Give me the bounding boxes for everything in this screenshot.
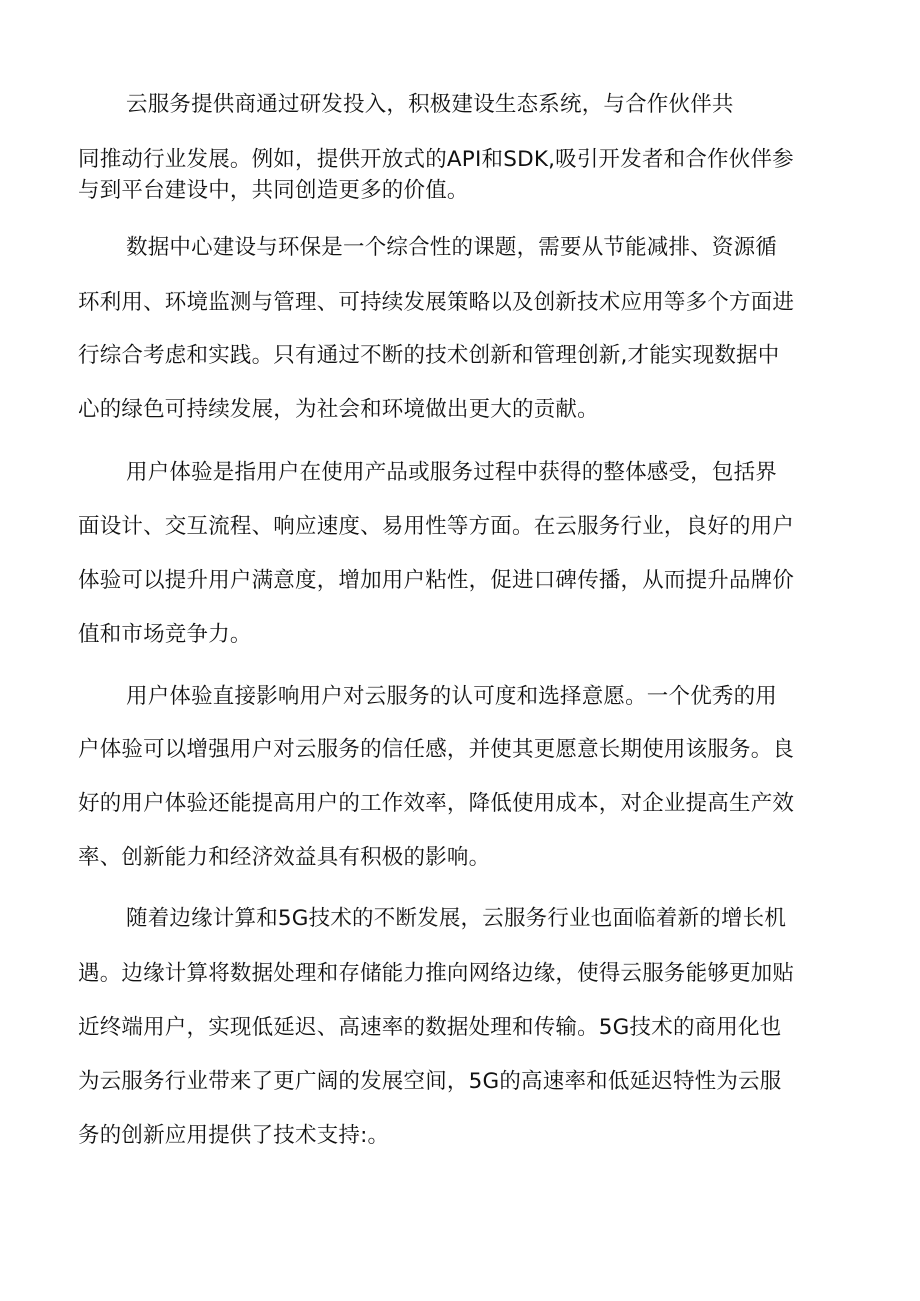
paragraph-2-line-2: 环利用、环境监测与管理、可持续发展策略以及创新技术应用等多个方面进 — [78, 290, 795, 315]
paragraph-4-line-2: 户体验可以增强用户对云服务的信任感，并使其更愿意长期使用该服务。良 — [78, 737, 795, 762]
paragraph-3-line-4: 值和市场竞争力。 — [78, 622, 252, 647]
paragraph-4-line-4: 率、创新能力和经济效益具有积极的影响。 — [78, 845, 491, 870]
paragraph-2-line-3: 行综合考虑和实践。只有通过不断的技术创新和管理创新,才能实现数据中 — [78, 343, 780, 368]
paragraph-1-line-2: 同推动行业发展。例如，提供开放式的API和SDK,吸引开发者和合作伙伴参 — [78, 147, 794, 172]
paragraph-3-line-2: 面设计、交互流程、响应速度、易用性等方面。在云服务行业，良好的用户 — [78, 514, 795, 539]
paragraph-4-line-1: 用户体验直接影响用户对云服务的认可度和选择意愿。一个优秀的用 — [126, 684, 778, 709]
paragraph-2-line-4: 心的绿色可持续发展，为社会和环境做出更大的贡献。 — [78, 397, 599, 422]
paragraph-3-line-3: 体验可以提升用户满意度，增加用户粘性，促进口碑传播，从而提升品牌价 — [78, 568, 795, 593]
paragraph-3-line-1: 用户体验是指用户在使用产品或服务过程中获得的整体感受，包括界 — [126, 460, 778, 485]
paragraph-5-line-1: 随着边缘计算和5G技术的不断发展，云服务行业也面临着新的增长机 — [126, 906, 787, 931]
paragraph-5-line-5: 务的创新应用提供了技术支持:。 — [78, 1123, 390, 1148]
paragraph-2-line-1: 数据中心建设与环保是一个综合性的课题，需要从节能减排、资源循 — [126, 235, 778, 260]
paragraph-4-line-3: 好的用户体验还能提高用户的工作效率，降低使用成本，对企业提高生产效 — [78, 791, 795, 816]
paragraph-5-line-4: 为云服务行业带来了更广阔的发展空间，5G的高速率和低延迟特性为云服 — [78, 1069, 782, 1094]
paragraph-1-line-3: 与到平台建设中，共同创造更多的价值。 — [78, 178, 469, 203]
paragraph-5-line-3: 近终端用户，实现低延迟、高速率的数据处理和传输。5G技术的商用化也 — [78, 1015, 782, 1040]
paragraph-1-line-1: 云服务提供商通过研发投入，积极建设生态系统，与合作伙伴共 — [126, 92, 734, 117]
paragraph-5-line-2: 遇。边缘计算将数据处理和存储能力推向网络边缘，使得云服务能够更加贴 — [78, 961, 795, 986]
